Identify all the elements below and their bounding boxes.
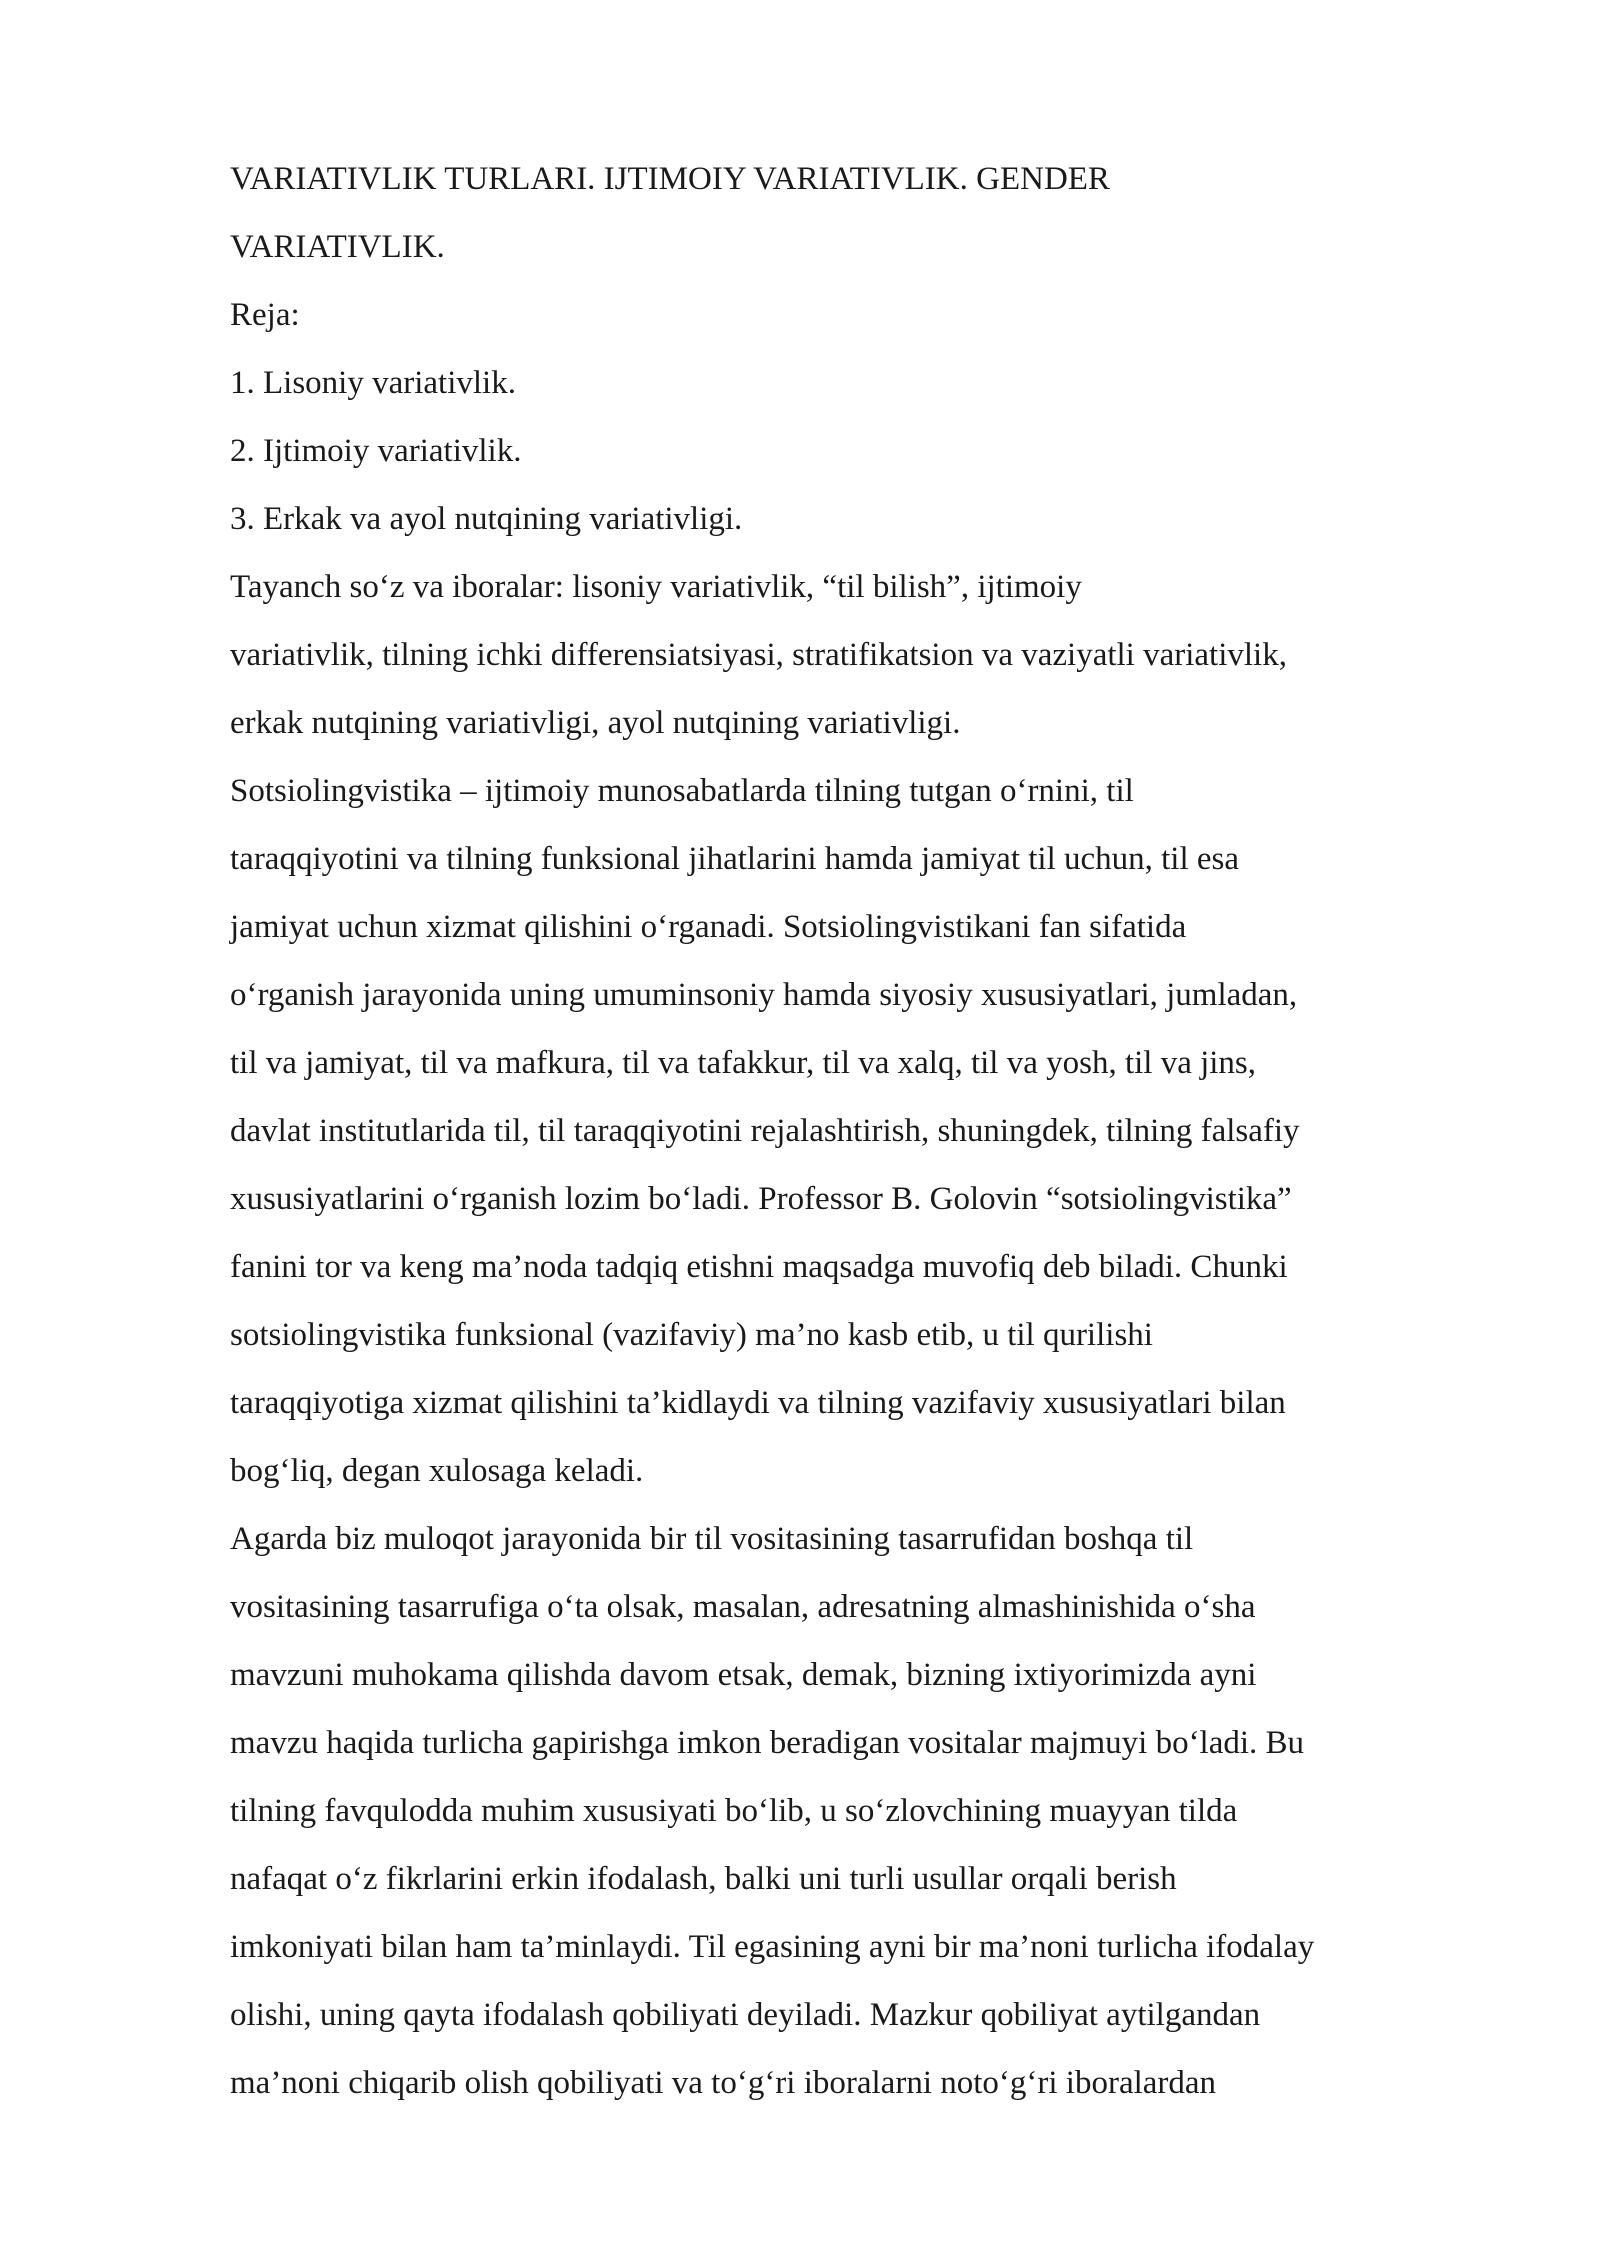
paragraph-line: ma’noni chiqarib olish qobiliyati va to‘g‘ri iboralarni noto‘g‘ri iboralardan (230, 2065, 1217, 2101)
document-title-line: VARIATIVLIK TURLARI. IJTIMOIY VARIATIVLIK. GENDER (230, 161, 1110, 197)
paragraph-line: bog‘liq, degan xulosaga keladi. (230, 1453, 644, 1489)
keywords-line: Tayanch so‘z va iboralar: lisoniy variativlik, “til bilish”, ijtimoiy (230, 569, 1082, 605)
paragraph-line: olishi, uning qayta ifodalash qobiliyati deyiladi. Mazkur qobiliyat aytilgandan (230, 1997, 1261, 2033)
paragraph-line: mavzuni muhokama qilishda davom etsak, demak, bizning ixtiyorimizda ayni (230, 1657, 1257, 1693)
paragraph-line: fanini tor va keng ma’noda tadqiq etishni maqsadga muvofiq deb biladi. Chunki (230, 1249, 1288, 1285)
plan-item: 3. Erkak va ayol nutqining variativligi. (230, 501, 743, 537)
document-body (230, 145, 1470, 2117)
paragraph-line: mavzu haqida turlicha gapirishga imkon beradigan vositalar majmuyi bo‘ladi. Bu (230, 1725, 1305, 1761)
paragraph-line: vositasining tasarrufiga o‘ta olsak, masalan, adresatning almashinishida o‘sha (230, 1589, 1256, 1625)
paragraph-line: o‘rganish jarayonida uning umuminsoniy hamda siyosiy xususiyatlari, jumladan, (230, 977, 1298, 1013)
paragraph-line: tilning favqulodda muhim xususiyati bo‘lib, u so‘zlovchining muayyan tilda (230, 1793, 1238, 1829)
keywords-line: erkak nutqining variativligi, ayol nutqining variativligi. (230, 705, 961, 741)
paragraph-line: nafaqat o‘z fikrlarini erkin ifodalash, balki uni turli usullar orqali berish (230, 1861, 1177, 1897)
paragraph-line: sotsiolingvistika funksional (vazifaviy) ma’no kasb etib, u til qurilishi (230, 1317, 1153, 1353)
plan-item: 1. Lisoniy variativlik. (230, 365, 516, 401)
plan-heading: Reja: (230, 297, 300, 333)
paragraph-line: jamiyat uchun xizmat qilishini o‘rganadi. Sotsiolingvistikani fan sifatida (230, 909, 1187, 945)
paragraph-line: taraqqiyotiga xizmat qilishini ta’kidlaydi va tilning vazifaviy xususiyatlari bilan (230, 1385, 1286, 1421)
paragraph-line: davlat institutlarida til, til taraqqiyotini rejalashtirish, shuningdek, tilning falsafiy (230, 1113, 1300, 1149)
paragraph-line: xususiyatlarini o‘rganish lozim bo‘ladi. Professor B. Golovin “sotsiolingvistika” (230, 1181, 1292, 1217)
document-title-line: VARIATIVLIK. (230, 229, 445, 265)
paragraph-line: imkoniyati bilan ham ta’minlaydi. Til egasining ayni bir ma’noni turlicha ifodalay (230, 1929, 1315, 1965)
paragraph-line: til va jamiyat, til va mafkura, til va tafakkur, til va xalq, til va yosh, til va jins, (230, 1045, 1257, 1081)
plan-item: 2. Ijtimoiy variativlik. (230, 433, 522, 469)
keywords-line: variativlik, tilning ichki differensiatsiyasi, stratifikatsion va vaziyatli variativlik, (230, 637, 1287, 673)
paragraph-line: taraqqiyotini va tilning funksional jihatlarini hamda jamiyat til uchun, til esa (230, 841, 1240, 877)
paragraph-line: Sotsiolingvistika – ijtimoiy munosabatlarda tilning tutgan o‘rnini, til (230, 773, 1134, 809)
paragraph-line: Agarda biz muloqot jarayonida bir til vositasining tasarrufidan boshqa til (230, 1521, 1194, 1557)
